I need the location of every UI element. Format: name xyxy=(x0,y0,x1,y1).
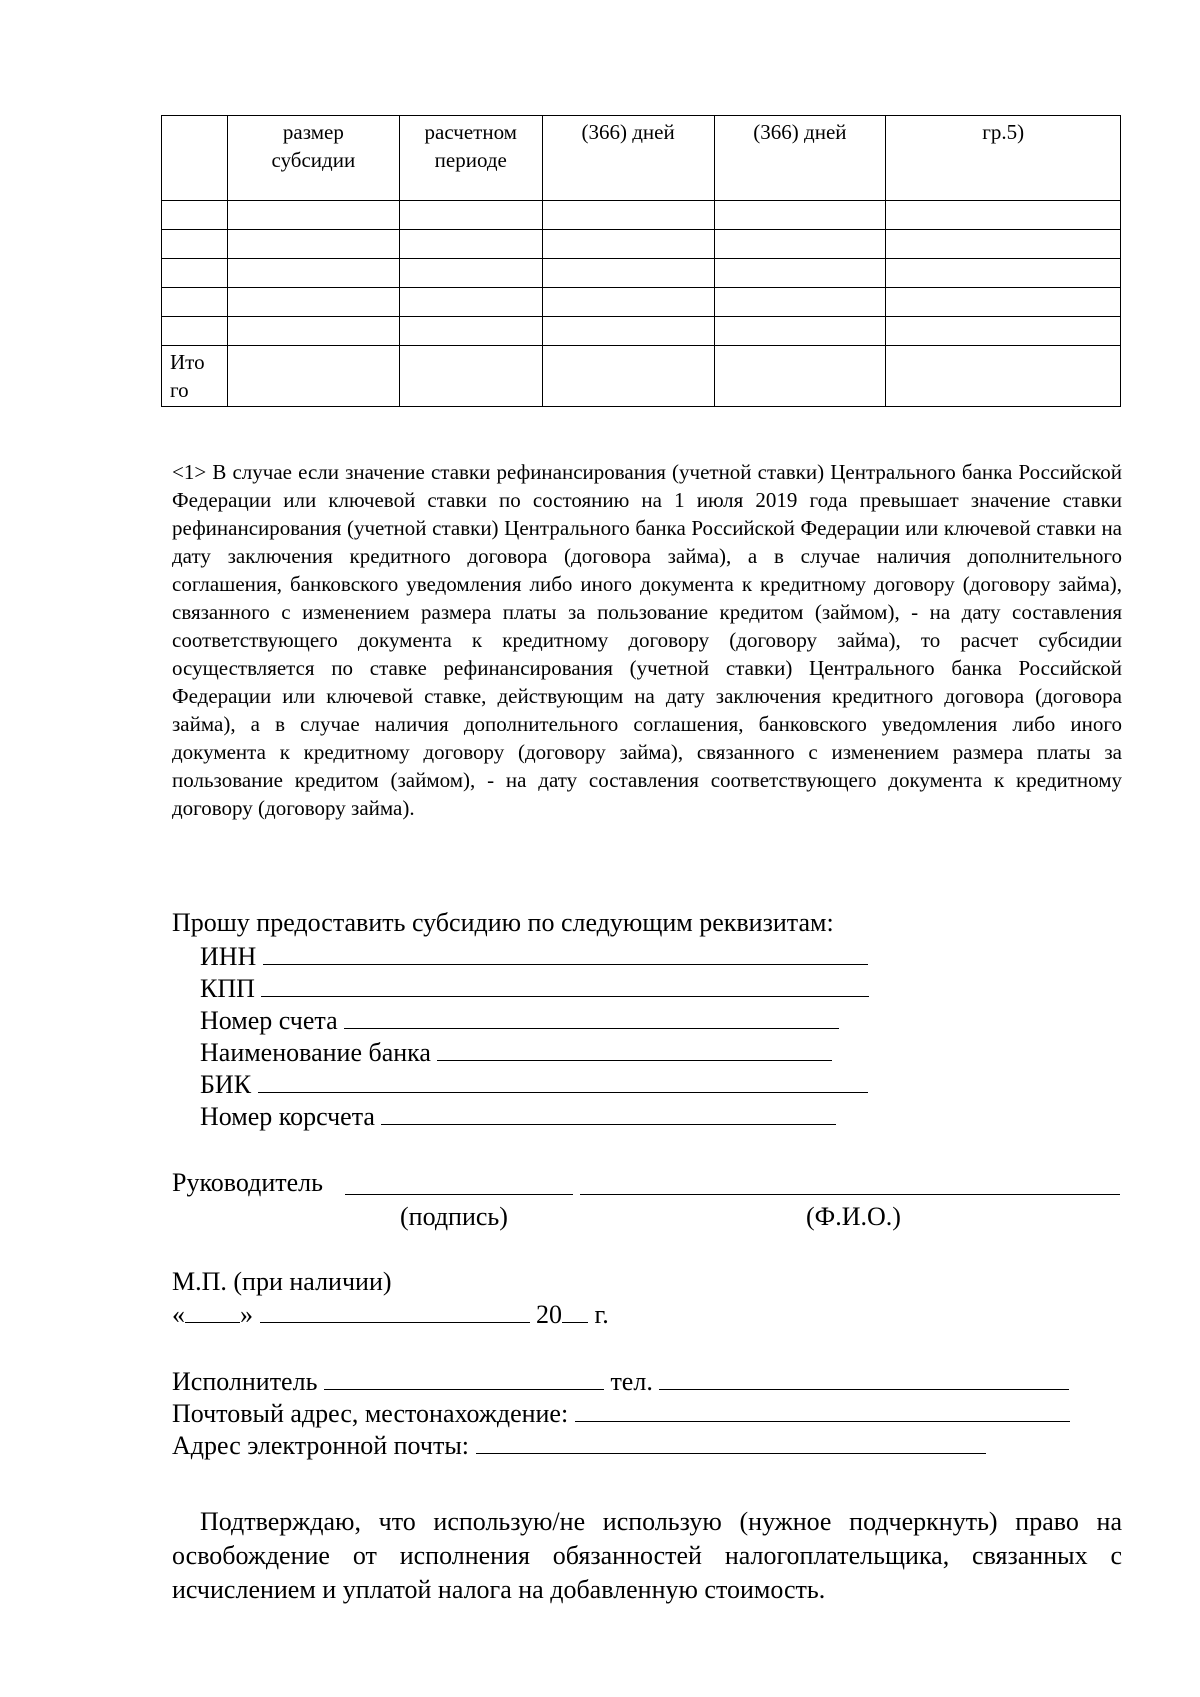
postal-label: Почтовый адрес, местонахождение: xyxy=(172,1399,569,1428)
header-cell-col5: гр.5) xyxy=(886,116,1121,201)
table-row xyxy=(162,317,1121,346)
date-year-field[interactable] xyxy=(562,1298,588,1323)
executor-row xyxy=(172,1365,1069,1398)
header-cell xyxy=(162,116,228,201)
table-row xyxy=(162,201,1121,230)
table-total-row xyxy=(162,346,1121,407)
bik-label: БИК xyxy=(200,1070,252,1099)
phone-label: тел. xyxy=(610,1367,653,1396)
inn-label: ИНН xyxy=(200,942,257,971)
kpp-field[interactable] xyxy=(261,972,869,997)
date-year-suffix: г. xyxy=(594,1300,609,1329)
footnote-1: <1> В случае если значение ставки рефинансирования (учетной ставки) Центрального банка Российской Федерации или ключевой ставки по состоянию на 1 июля 2019 года превышает значение ставки рефинансирования (учетной ставки) Центрального банка Российской Федерации или ключевой ставки на дату заключения кредитного договора (договора займа), а в случае наличия дополнительного соглашения, банковского уведомления либо иного документа к кредитному договору (договору займа), связанного с изменением размера платы за пользование кредитом (займом), - на дату составления соответствующего документа к кредитному договору (договору займа), то расчет субсидии осуществляется по ставке рефинансирования (учетной ставки) Центрального банка Российской Федерации или ключевой ставке, действующим на дату заключения кредитного договора (договора займа), а в случае наличия дополнительного соглашения, банковского уведомления либо иного документа к кредитному договору (договору займа), связанного с изменением размера платы за пользование кредитом (займом), - на дату составления соответствующего документа к кредитному договору (договору займа). xyxy=(172,460,1122,820)
table-row xyxy=(162,288,1121,317)
fio-caption: (Ф.И.О.) xyxy=(806,1202,901,1231)
signature-caption: (подпись) xyxy=(400,1202,508,1231)
table-row xyxy=(162,259,1121,288)
header-cell-days-2: (366) дней xyxy=(714,116,886,201)
corr-field[interactable] xyxy=(381,1100,836,1125)
date-row xyxy=(172,1298,609,1331)
header-cell-period: расчетном периоде xyxy=(399,116,542,201)
executor-label: Исполнитель xyxy=(172,1367,318,1396)
date-month-field[interactable] xyxy=(260,1298,530,1323)
date-open-quote: « xyxy=(172,1300,185,1329)
head-fio-field[interactable] xyxy=(580,1194,1120,1195)
corr-row xyxy=(200,1100,836,1133)
inn-row xyxy=(200,940,868,973)
phone-field[interactable] xyxy=(659,1365,1069,1390)
kpp-label: КПП xyxy=(200,974,255,1003)
date-close-quote: » xyxy=(240,1300,253,1329)
email-row xyxy=(172,1429,986,1462)
header-cell-subsidy-size: размер субсидии xyxy=(227,116,399,201)
table-header-row xyxy=(162,116,1121,201)
head-label: Руководитель xyxy=(172,1168,323,1197)
subsidy-table xyxy=(161,115,1121,407)
confirmation-text: Подтверждаю, что использую/не использую (нужное подчеркнуть) право на освобождение от исполнения обязанностей налогоплательщика, связанных с исчислением и уплатой налога на добавленную стоимость. xyxy=(172,1507,1122,1604)
bik-field[interactable] xyxy=(258,1068,868,1093)
email-field[interactable] xyxy=(476,1429,986,1454)
stamp-label: М.П. (при наличии) xyxy=(172,1267,392,1296)
table-row xyxy=(162,230,1121,259)
date-day-field[interactable] xyxy=(185,1298,240,1323)
corr-label: Номер корсчета xyxy=(200,1102,375,1131)
email-label: Адрес электронной почты: xyxy=(172,1431,470,1460)
account-label: Номер счета xyxy=(200,1006,338,1035)
head-signature-field[interactable] xyxy=(345,1194,573,1195)
postal-field[interactable] xyxy=(575,1397,1070,1422)
date-year-prefix: 20 xyxy=(536,1300,562,1329)
account-field[interactable] xyxy=(344,1004,839,1029)
bank-row xyxy=(200,1036,832,1069)
bank-label: Наименование банка xyxy=(200,1038,431,1067)
postal-row xyxy=(172,1397,1070,1430)
header-cell-days-1: (366) дней xyxy=(542,116,714,201)
requisites-intro: Прошу предоставить субсидию по следующим реквизитам: xyxy=(172,908,834,937)
inn-field[interactable] xyxy=(263,940,868,965)
total-label: Ито го xyxy=(162,346,228,407)
account-row xyxy=(200,1004,839,1037)
kpp-row xyxy=(200,972,869,1005)
executor-field[interactable] xyxy=(324,1365,604,1390)
bik-row xyxy=(200,1068,868,1101)
bank-field[interactable] xyxy=(437,1036,832,1061)
